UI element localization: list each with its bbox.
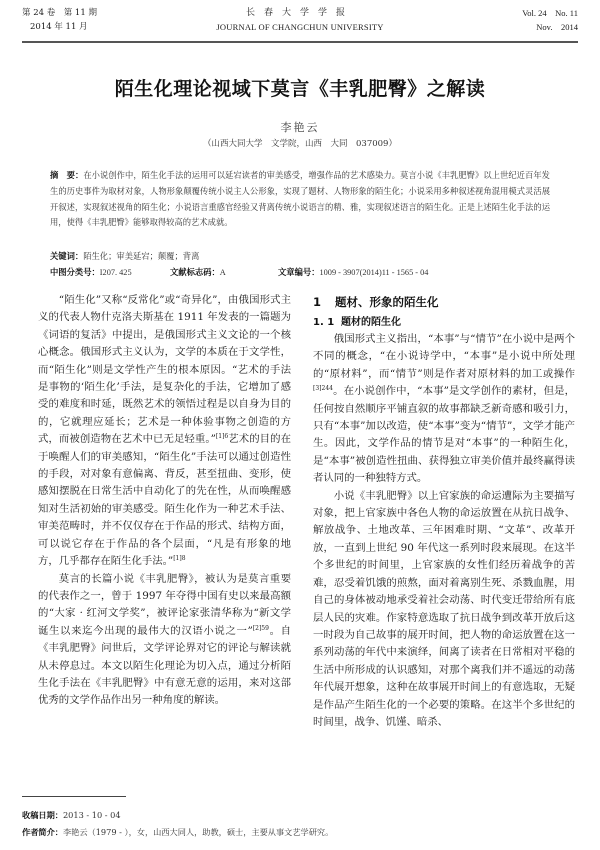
received-date-label: 收稿日期： xyxy=(22,810,63,820)
classification-line xyxy=(50,265,550,280)
journal-name-cn: 长春大学学报 xyxy=(245,8,354,18)
paragraph-text: 。在小说创作中，“本事”是文学创作的素材，但是，任何按自然顺序平铺直叙的故事都缺乏新奇感和吸引力，只有“本事”加以改造，使“本事”变为“情节”，文学才能产生。因此，文学作品的情节是对“本事”的一种陌生化，是“本事”被创造性扭曲、获得独立审美价值并最终赢得读者认同的一种独特方式。 xyxy=(313,385,575,485)
author-name: 李艳云 xyxy=(280,121,320,134)
abstract-text: 在小说创作中，陌生化手法的运用可以延宕读者的审美感受，增强作品的艺术感染力。莫言小说《丰乳肥臀》以上世纪近百年发生的历史事件为取材对象，人物形象颠覆传统小说主人公形象，实现了题材、人物形象的陌生化；小说采用多种叙述视角混用模式灵活展开叙述，实现叙述视角的陌生化；小说语言重感官经验又背离传统小说语言的精、雅，实现叙述语言的陌生化。正是上述陌生化手法的运用，使得《丰乳肥臀》能够取得较高的艺术成就。 xyxy=(50,170,550,228)
paragraph-text: 莫言的长篇小说《丰乳肥臀》，被认为是莫言重要的代表作之一，曾于 1997 年夺得中国有史以来最高额的“大家 · 红河文学奖”，被评论家张清华称为“新文学诞生以来迄今出现的最伟大的汉语小说之一” xyxy=(38,572,291,637)
received-date-value: 2013 - 10 - 04 xyxy=(62,810,121,820)
section-number: 1 xyxy=(313,295,322,309)
body-paragraph: 小说《丰乳肥臀》以上官家族的命运遭际为主要描写对象，把上官家族中各色人物的命运放置在从抗日战争、解放战争、土地改革、三年困难时期、“文革”、改革开放，一直到上世纪 90 年代这一系列时段来展现。在这半个多世纪的时间里，上官家族的女性们经历着战争的苦难，忍受着饥饿的煎熬，面对着离别生死、杀戮血腥，用自己的身体被动地承受着社会动荡、时代变迁带给所有底层人民的灾难。作家特意选取了抗日战争到改革开放后这一时段为自己故事的展开时间，把人物的命运放置在这一系列动荡的年代中来演绎，间离了读者在日常相对平稳的生活中所形成的认识感知，对那个离我们并不遥远的动荡年代展开想象，这种在故事展开时间上的有意选取，无疑是作品产生陌生化的一个必要的策略。在这半个多世纪的时间里，战争、饥馑、暗杀、 xyxy=(313,489,575,728)
paragraph-text: 艺术的目的在于唤醒人们的审美感知，“陌生化”手法可以通过创造性的手段，对对象有意偏离、背反，甚至扭曲、变形，使感知摆脱在日常生活中自动化了的先在性，从而唤醒感知对生活初始的审美感受。陌生化作为一种艺术手法、审美范畴时，并不仅仅存在于作品的形式、结构方面，可以说它存在于作品的各个层面，“凡是有形象的地方，几乎都存在陌生化手法。” xyxy=(38,433,291,568)
footnote xyxy=(22,807,578,841)
citation: [1]8 xyxy=(173,555,186,563)
volume-issue-en xyxy=(522,6,578,34)
clc-value: I207. 425 xyxy=(99,268,132,277)
subsection-heading xyxy=(313,314,575,331)
citation: [3]244 xyxy=(313,385,333,393)
volume-issue-line: 第 24 卷 第 11 期 xyxy=(22,8,97,18)
paragraph-text: 俄国形式主义指出，“本事”与“情节”在小说中是两个不同的概念，“在小说诗学中，“本事”是小说中所处理的“原材料”，而“情节”则是作者对原材料的加工或操作 xyxy=(313,333,575,380)
document-code-label: 文献标志码： xyxy=(170,267,220,277)
article-title: 陌生化理论视域下莫言《丰乳肥臀》之解读 xyxy=(114,78,486,100)
right-column xyxy=(313,292,575,731)
subsection-number: 1. 1 xyxy=(313,317,335,328)
issue-date: 2014 年 11 月 xyxy=(30,22,88,32)
author-bio xyxy=(22,824,578,841)
document-code xyxy=(170,265,278,280)
subsection-title: 题材的陌生化 xyxy=(341,317,401,328)
keywords-text: 陌生化；审美延宕；颠覆；背离 xyxy=(83,251,200,261)
clc-label: 中图分类号： xyxy=(50,267,100,277)
keywords-label: 关键词： xyxy=(50,251,84,261)
header-rule xyxy=(22,41,578,43)
abstract-label: 摘 要： xyxy=(50,170,84,180)
keywords xyxy=(50,249,550,263)
citation: [2]59 xyxy=(252,624,269,632)
body-paragraph xyxy=(38,292,291,571)
citation: [1]6 xyxy=(215,433,229,441)
paragraph-text: 。自《丰乳肥臀》问世后，文学评论界对它的评论与解读就从未停息过。本文以陌生化理论为切入点，通过分析陌生化手法在《丰乳肥臀》中有意无意的运用，来对这部优秀的文学作品作出另一种角度的解读。 xyxy=(38,624,292,707)
article-number xyxy=(278,265,428,280)
paragraph-text: “陌生化”又称“反常化”或“奇异化”，由俄国形式主义的代表人物什克洛夫斯基在 1911 年发表的一篇题为《词语的复活》中提出，是俄国形式主义文论的一个核心概念。俄国形式主义认为，文学的本质在于文学性，而“陌生化”则是文学性产生的根本原因。“艺术的手法是事物的‘陌生化’手法，是复杂化的手法，它增加了感受的难度和时延，既然艺术的领悟过程是以自身为目的的，它就理应延长；艺术是一种体验事物之创造的方式，而被创造物在艺术中已无足轻重。” xyxy=(38,294,291,446)
section-heading xyxy=(313,292,575,312)
journal-name xyxy=(22,6,578,34)
author-bio-label: 作者简介： xyxy=(22,827,63,837)
received-date xyxy=(22,807,578,824)
article-number-value: 1009 - 3907(2014)11 - 1565 - 04 xyxy=(319,268,429,277)
left-column xyxy=(38,292,291,710)
footnote-rule xyxy=(22,796,126,797)
author-bio-value: 李艳云（1979 - ），女，山西大同人，助教，硕士，主要从事文艺学研究。 xyxy=(62,827,334,837)
running-header xyxy=(22,6,578,40)
body-paragraph xyxy=(313,331,575,488)
clc-number xyxy=(50,265,170,280)
abstract xyxy=(50,168,550,231)
author-affiliation: （山西大同大学 文学院，山西 大同 037009） xyxy=(203,139,397,149)
body-paragraph xyxy=(38,571,291,710)
section-title: 题材、形象的陌生化 xyxy=(335,295,439,309)
volume-number-en: Vol. 24 No. 11 xyxy=(522,8,578,18)
issue-date-en: Nov. 2014 xyxy=(536,22,578,32)
article-number-label: 文章编号： xyxy=(278,267,320,277)
journal-name-en: JOURNAL OF CHANGCHUN UNIVERSITY xyxy=(216,22,384,32)
document-code-value: A xyxy=(219,268,226,277)
